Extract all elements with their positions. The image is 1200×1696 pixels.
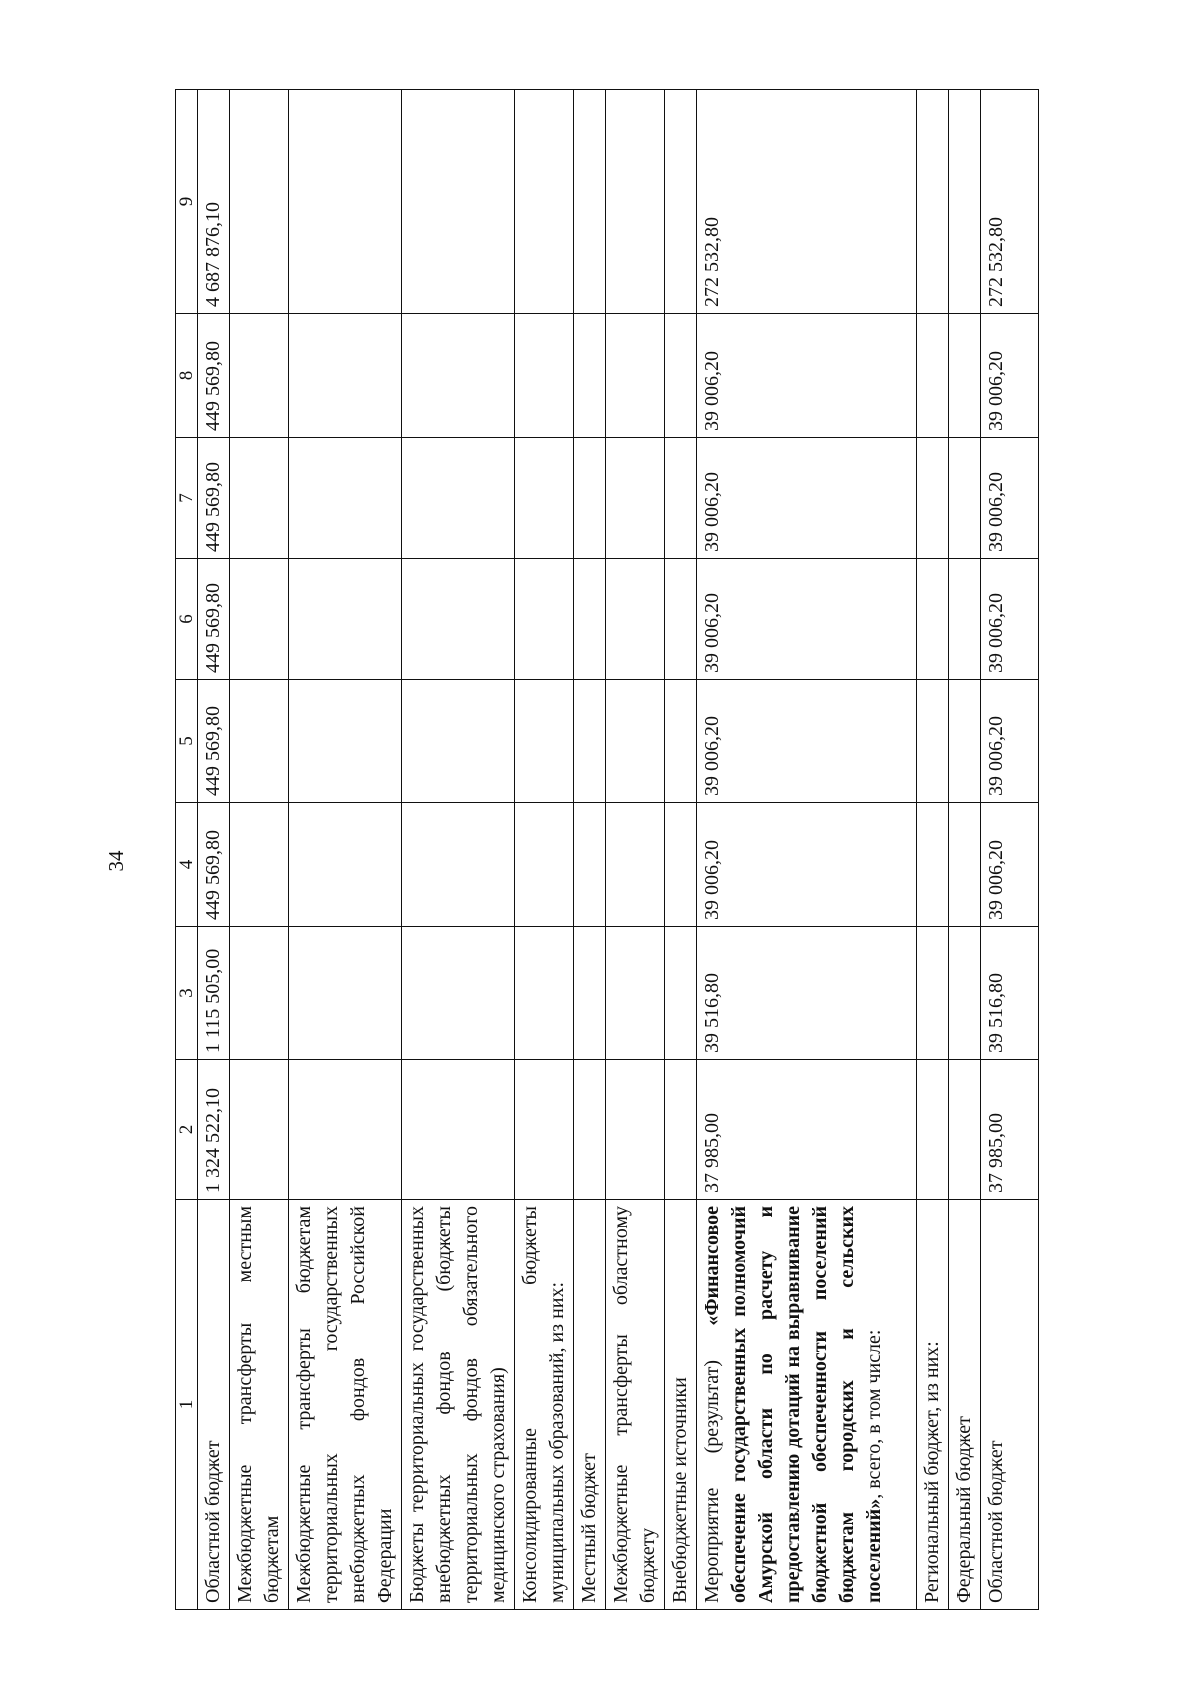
table-row [606,90,665,1610]
table-cell-value [230,803,289,927]
table-cell-value [402,803,515,927]
table-cell-value [917,803,949,927]
table-cell-value: 39 006,20 [697,803,917,927]
row-label [981,1200,1039,1610]
column-header: 3 [176,927,198,1060]
column-header: 1 [176,1200,198,1610]
table-cell-value [917,90,949,314]
row-label-tail-text: , всего, в том числе: [863,1329,885,1499]
table-cell-value: 39 006,20 [697,680,917,803]
table-cell-value [949,1060,981,1200]
table-cell-value: 39 006,20 [981,680,1039,803]
rotated-table-container [175,90,1070,1610]
table-row [574,90,606,1610]
table-cell-value [665,1060,697,1200]
column-header: 5 [176,680,198,803]
table-cell-value [949,438,981,559]
table-cell-value [665,803,697,927]
row-label-text: Межбюджетные трансферты местным бюджетам [234,1206,283,1603]
row-label-text: Федеральный бюджет [953,1416,975,1603]
table-cell-value [402,438,515,559]
table-cell-value [289,438,402,559]
table-cell-value [606,559,665,680]
table-cell-value [230,90,289,314]
table-cell-value: 1 324 522,10 [198,1060,230,1200]
row-label [606,1200,665,1610]
table-cell-value [574,1060,606,1200]
table-cell-value [606,1060,665,1200]
column-header: 8 [176,314,198,438]
table-cell-value [402,90,515,314]
row-label-text: Бюджеты территориальных государственных внебюджетных фондов (бюджеты территориальных фондов обязательного медицинского страхования) [406,1206,509,1603]
table-cell-value [289,927,402,1060]
table-cell-value: 39 006,20 [981,438,1039,559]
table-row [402,90,515,1610]
table-cell-value [665,559,697,680]
table-cell-value [230,1060,289,1200]
table-cell-value [949,927,981,1060]
row-label-text: Внебюджетные источники [669,1377,691,1603]
row-label-text: Межбюджетные трансферты бюджетам территориальных государственных внебюджетных фондов Российской Федерации [293,1206,396,1603]
table-cell-value [574,314,606,438]
table-cell-value [665,680,697,803]
table-cell-value: 37 985,00 [981,1060,1039,1200]
row-label [574,1200,606,1610]
table-cell-value [574,927,606,1060]
table-cell-value [665,314,697,438]
table-cell-value [949,90,981,314]
table-cell-value [665,927,697,1060]
table-cell-value [515,1060,574,1200]
row-label [949,1200,981,1610]
row-label [402,1200,515,1610]
table-row [198,90,230,1610]
table-cell-value [289,314,402,438]
row-label [198,1200,230,1610]
column-header: 4 [176,803,198,927]
row-label-text: Мероприятие (результат) [701,1325,723,1603]
table-cell-value: 449 569,80 [198,559,230,680]
table-cell-value: 449 569,80 [198,314,230,438]
table-cell-value [289,90,402,314]
table-cell-value: 4 687 876,10 [198,90,230,314]
row-label-text: Областной бюджет [985,1440,1007,1603]
table-cell-value [917,314,949,438]
table-cell-value [289,559,402,680]
row-label [515,1200,574,1610]
table-cell-value [402,1060,515,1200]
row-label-text: Областной бюджет [202,1440,224,1603]
table-cell-value [515,314,574,438]
table-cell-value: 449 569,80 [198,803,230,927]
table-cell-value [515,438,574,559]
table-cell-value: 272 532,80 [981,90,1039,314]
table-cell-value [917,927,949,1060]
table-cell-value [402,314,515,438]
table-cell-value: 449 569,80 [198,680,230,803]
table-cell-value: 39 516,80 [697,927,917,1060]
table-cell-value [917,438,949,559]
table-cell-value [949,680,981,803]
table-cell-value: 37 985,00 [697,1060,917,1200]
table-cell-value [402,680,515,803]
column-header: 6 [176,559,198,680]
table-cell-value: 39 516,80 [981,927,1039,1060]
table-cell-value [515,90,574,314]
row-label [289,1200,402,1610]
table-cell-value [917,559,949,680]
table-row [917,90,949,1610]
table-cell-value: 39 006,20 [981,559,1039,680]
table-cell-value [402,559,515,680]
table-cell-value [515,680,574,803]
table-cell-value [402,927,515,1060]
table-cell-value [606,438,665,559]
table-cell-value [665,90,697,314]
table-row [697,90,917,1610]
table-row [981,90,1039,1610]
table-cell-value [230,927,289,1060]
row-label [917,1200,949,1610]
table-cell-value [606,927,665,1060]
table-row [515,90,574,1610]
row-label-bold-text: «Финансовое обеспечение государственных полномочий Амурской области по расчету и предоставлению дотаций на выравнивание бюджетной обеспеченности поселений бюджетам городских и сельских поселений» [701,1206,885,1603]
table-cell-value [949,803,981,927]
table-cell-value [917,680,949,803]
table-cell-value [230,559,289,680]
table-cell-value: 272 532,80 [697,90,917,314]
table-cell-value: 39 006,20 [697,438,917,559]
table-cell-value [574,680,606,803]
table-cell-value [515,559,574,680]
table-header-row [176,90,198,1610]
table-row [665,90,697,1610]
table-row [230,90,289,1610]
row-label-text: Местный бюджет [578,1453,600,1603]
table-row [289,90,402,1610]
table-cell-value [665,438,697,559]
row-label-text: Межбюджетные трансферты областному бюджету [610,1206,659,1603]
table-cell-value [917,1060,949,1200]
table-cell-value [230,314,289,438]
table-cell-value [574,90,606,314]
table-cell-value [230,438,289,559]
table-cell-value [606,680,665,803]
budget-table [175,89,1039,1610]
row-label-text: Региональный бюджет, из них: [921,1341,943,1603]
table-cell-value: 39 006,20 [697,314,917,438]
table-cell-value [574,803,606,927]
table-cell-value [574,559,606,680]
table-cell-value [289,803,402,927]
row-label [230,1200,289,1610]
column-header: 9 [176,90,198,314]
table-cell-value [230,680,289,803]
table-cell-value: 449 569,80 [198,438,230,559]
table-cell-value [289,1060,402,1200]
table-cell-value: 39 006,20 [697,559,917,680]
table-cell-value [574,438,606,559]
table-cell-value [949,559,981,680]
table-row [949,90,981,1610]
row-label-text: Консолидированные бюджеты муниципальных образований, из них: [519,1206,568,1603]
table-cell-value: 1 115 505,00 [198,927,230,1060]
column-header: 7 [176,438,198,559]
column-header: 2 [176,1060,198,1200]
table-cell-value [949,314,981,438]
row-label [665,1200,697,1610]
table-cell-value [606,90,665,314]
table-cell-value [515,927,574,1060]
table-cell-value: 39 006,20 [981,314,1039,438]
table-cell-value [606,314,665,438]
page-number: 34 [104,850,128,872]
row-label [697,1200,917,1610]
table-cell-value [515,803,574,927]
table-cell-value [289,680,402,803]
table-cell-value [606,803,665,927]
table-cell-value: 39 006,20 [981,803,1039,927]
